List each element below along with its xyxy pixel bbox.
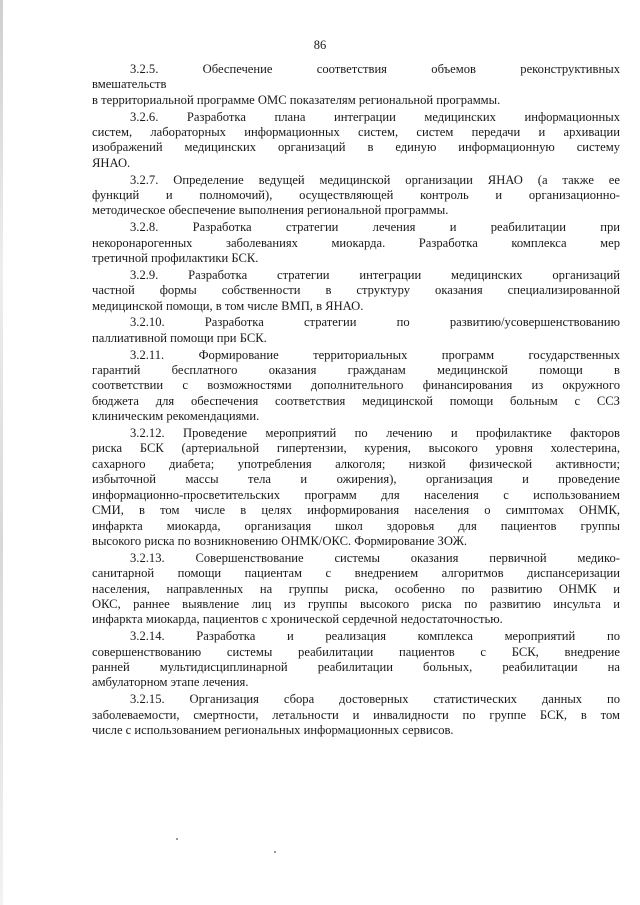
paragraph-item-11 [92, 348, 620, 425]
paragraph-item-7 [92, 173, 620, 219]
scan-speck [274, 851, 276, 853]
paragraph-line: изображений медицинских организаций в единую информационную систему [92, 140, 620, 155]
paragraph-line: некоронарогенных заболеваниях миокарда. Разработка комплекса мер [92, 235, 620, 250]
paragraph-line: риска БСК (артериальной гипертензии, курения, высокого уровня холестерина, [92, 441, 620, 456]
paragraph-line: 3.2.14. Разработка и реализация комплекса мероприятий по [130, 629, 620, 644]
paragraph-line: населения, направленных на группы риска, особенно по развитию ОНМК и [92, 581, 620, 596]
paragraph-line: 3.2.8. Разработка стратегии лечения и реабилитации при [130, 220, 620, 235]
paragraph-line: ранней мультидисциплинарной реабилитации больных, реабилитации на [92, 659, 620, 674]
paragraph-item-8 [92, 220, 620, 266]
paragraph-line: амбулаторном этапе лечения. [92, 675, 249, 690]
paragraph-line: числе с использованием региональных информационных сервисов. [92, 722, 454, 737]
paragraph-item-10 [92, 315, 620, 346]
paragraph-line: высокого риска по возникновению ОНМК/ОКС. Формирование ЗОЖ. [92, 533, 468, 548]
paragraph-line: 3.2.10. Разработка стратегии по развитию/усовершенствованию [130, 315, 620, 330]
paragraph-line: 3.2.6. Разработка плана интеграции медицинских информационных [130, 109, 620, 124]
paragraph-item-15 [92, 692, 620, 738]
paragraph-line: 3.2.13. Совершенствование системы оказания первичной медико- [130, 550, 620, 565]
paragraph-line: ОКС, раннее выявление лиц из группы высокого риска по развитию инсульта и [92, 596, 620, 611]
paragraph-item-5 [92, 62, 620, 108]
paragraph-line: третичной профилактики БСК. [92, 251, 259, 266]
paragraph-line: клиническим рекомендациями. [92, 409, 260, 424]
paragraph-line: сахарного диабета; употребления алкоголя; низкой физической активности; [92, 456, 620, 471]
paragraph-line: бюджета для обеспечения соответствия медицинской помощи больным с ССЗ [92, 393, 620, 408]
paragraph-line: 3.2.15. Организация сбора достоверных статистических данных по [130, 692, 620, 707]
scan-speck [176, 838, 178, 840]
paragraph-line: 3.2.7. Определение ведущей медицинской организации ЯНАО (а также ее [130, 172, 620, 187]
paragraph-line: 3.2.12. Проведение мероприятий по лечению и профилактике факторов [130, 426, 620, 441]
paragraph-line: заболеваемости, смертности, летальности и инвалидности по группе БСК, в том [92, 707, 620, 722]
paragraph-line: вмешательств [92, 77, 167, 92]
paragraph-line: СМИ, в том числе в целях информирования населения о симптомах ОНМК, [92, 503, 620, 518]
paragraph-line: медицинской помощи, в том числе ВМП, в ЯНАО. [92, 298, 364, 313]
paragraph-line: соответствии с возможностями дополнительного финансирования из окружного [92, 378, 620, 393]
document-body [92, 62, 620, 740]
paragraph-line: частной формы собственности в структуру оказания специализированной [92, 283, 620, 298]
paragraph-line: санитарной помощи пациентам с внедрением алгоритмов диспансеризации [92, 566, 620, 581]
paragraph-item-12 [92, 426, 620, 549]
paragraph-line: 3.2.9. Разработка стратегии интеграции медицинских организаций [130, 267, 620, 282]
paragraph-line: методическое обеспечение выполнения региональной программы. [92, 203, 449, 218]
paragraph-line: паллиативной помощи при БСК. [92, 330, 267, 345]
paragraph-item-9 [92, 268, 620, 314]
paragraph-line: совершенствованию системы реабилитации пациентов с БСК, внедрение [92, 644, 620, 659]
paragraph-line: гарантий бесплатного оказания гражданам медицинской помощи в [92, 363, 620, 378]
paragraph-line: систем, лабораторных информационных систем, систем передачи и архивации [92, 125, 620, 140]
paragraph-item-13 [92, 551, 620, 628]
paragraph-line: функций и полномочий), осуществляющей контроль и организационно- [92, 188, 620, 203]
page-number: 86 [313, 38, 327, 52]
scan-edge [0, 0, 3, 905]
paragraph-item-14 [92, 629, 620, 691]
paragraph-line: 3.2.11. Формирование территориальных программ государственных [130, 347, 620, 362]
paragraph-line: ЯНАО. [92, 155, 131, 170]
paragraph-line: инфаркта миокарда, организация школ здоровья для пациентов группы [92, 518, 620, 533]
paragraph-line: инфаркта миокарда, пациентов с хронической сердечной недостаточностью. [92, 612, 503, 627]
paragraph-line: в территориальной программе ОМС показателям региональной программы. [92, 92, 501, 107]
paragraph-line: 3.2.5. Обеспечение соответствия объемов реконструктивных [130, 62, 620, 76]
paragraph-line: избыточной массы тела и ожирения), организация и проведение [92, 472, 620, 487]
paragraph-line: информационно-просветительских программ для населения с использованием [92, 487, 620, 502]
paragraph-item-6 [92, 110, 620, 172]
